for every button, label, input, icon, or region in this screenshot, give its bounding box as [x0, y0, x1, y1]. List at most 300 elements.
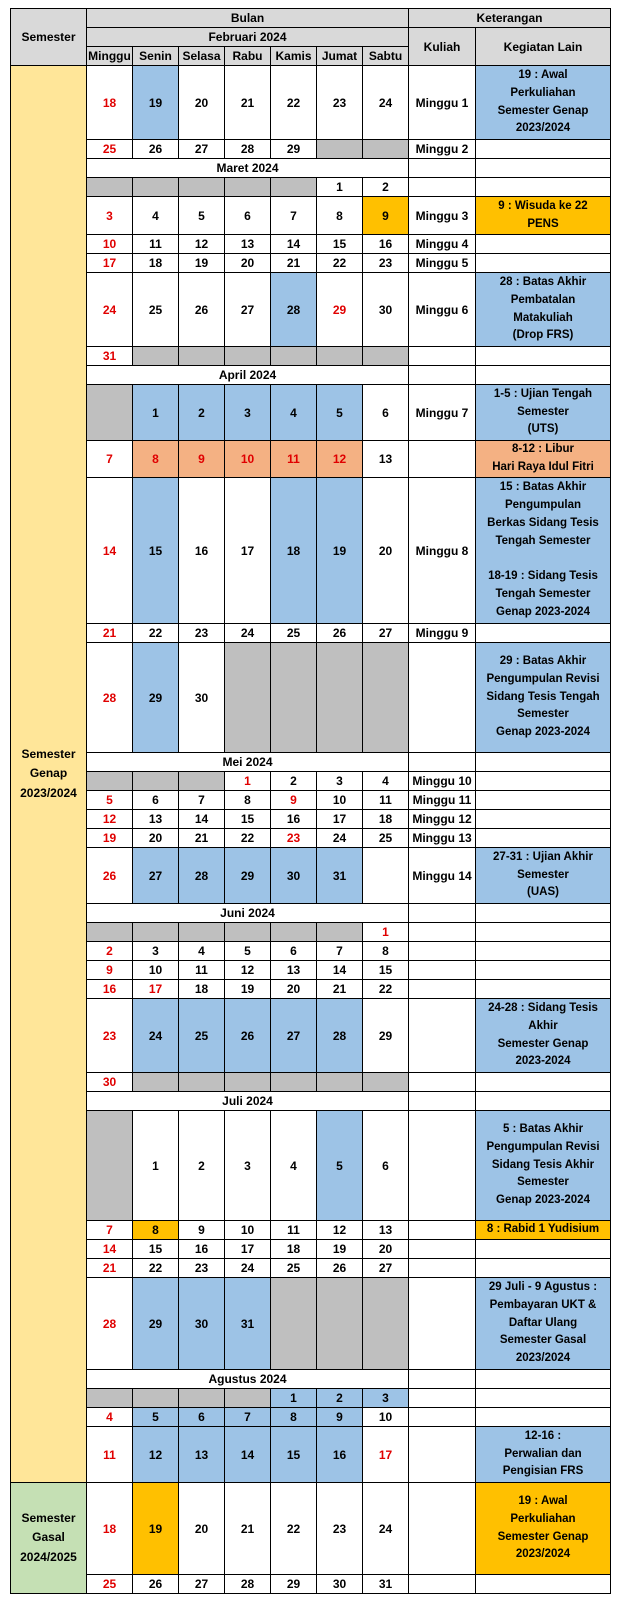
- date-cell: 29: [133, 643, 179, 753]
- header-bulan: Bulan: [87, 9, 409, 28]
- date-cell: 6: [363, 1111, 409, 1221]
- date-cell: 19: [133, 66, 179, 140]
- date-cell: 12: [317, 441, 363, 478]
- kegiatan-cell: 12-16 : Perwalian dan Pengisian FRS: [476, 1427, 611, 1483]
- kegiatan-cell: 19 : Awal Perkuliahan Semester Genap 2023/2024: [476, 1483, 611, 1575]
- date-cell: 2: [271, 772, 317, 791]
- date-cell: 4: [271, 1111, 317, 1221]
- date-cell: 12: [225, 961, 271, 980]
- date-cell: 30: [87, 1073, 133, 1092]
- day-header: Senin: [133, 47, 179, 66]
- kegiatan-cell: [476, 1092, 611, 1111]
- kuliah-cell: [409, 159, 476, 178]
- kegiatan-cell: [476, 159, 611, 178]
- empty-date-cell: [363, 347, 409, 366]
- date-cell: 27: [363, 1259, 409, 1278]
- empty-date-cell: [271, 643, 317, 753]
- date-cell: 13: [225, 235, 271, 254]
- date-cell: 18: [271, 1240, 317, 1259]
- kegiatan-cell: 27-31 : Ujian Akhir Semester (UAS): [476, 848, 611, 904]
- date-cell: 19: [317, 1240, 363, 1259]
- date-cell: 25: [271, 624, 317, 643]
- date-cell: 26: [317, 1259, 363, 1278]
- date-cell: 26: [317, 624, 363, 643]
- date-cell: 17: [87, 254, 133, 273]
- date-cell: 28: [179, 848, 225, 904]
- day-header: Jumat: [317, 47, 363, 66]
- date-cell: 7: [225, 1408, 271, 1427]
- month-row: [11, 753, 611, 772]
- week-row: [11, 1575, 611, 1594]
- date-cell: 5: [87, 791, 133, 810]
- kuliah-cell: [409, 923, 476, 942]
- kegiatan-cell: [476, 980, 611, 999]
- date-cell: 14: [271, 235, 317, 254]
- date-cell: 16: [271, 810, 317, 829]
- date-cell: 15: [363, 961, 409, 980]
- kuliah-cell: [409, 366, 476, 385]
- date-cell: 20: [363, 1240, 409, 1259]
- date-cell: 7: [271, 197, 317, 235]
- date-cell: 31: [87, 347, 133, 366]
- date-cell: 2: [87, 942, 133, 961]
- date-cell: 2: [363, 178, 409, 197]
- date-cell: 14: [225, 1427, 271, 1483]
- kuliah-cell: [409, 1259, 476, 1278]
- kuliah-cell: [409, 1111, 476, 1221]
- date-cell: 30: [179, 1278, 225, 1370]
- week-row: [11, 999, 611, 1073]
- date-cell: 11: [271, 1221, 317, 1240]
- empty-date-cell: [133, 923, 179, 942]
- date-cell: 26: [179, 273, 225, 347]
- date-cell: 5: [179, 197, 225, 235]
- date-cell: 23: [271, 829, 317, 848]
- kegiatan-cell: [476, 624, 611, 643]
- month-row: [11, 904, 611, 923]
- date-cell: 10: [225, 441, 271, 478]
- kegiatan-cell: [476, 923, 611, 942]
- kuliah-cell: Minggu 8: [409, 478, 476, 624]
- week-row: [11, 441, 611, 478]
- kuliah-cell: Minggu 6: [409, 273, 476, 347]
- date-cell: 13: [271, 961, 317, 980]
- kuliah-cell: Minggu 11: [409, 791, 476, 810]
- date-cell: 15: [317, 235, 363, 254]
- date-cell: 20: [225, 254, 271, 273]
- date-cell: 17: [225, 1240, 271, 1259]
- date-cell: 31: [363, 1575, 409, 1594]
- date-cell: 25: [271, 1259, 317, 1278]
- date-cell: 15: [133, 1240, 179, 1259]
- date-cell: 25: [87, 1575, 133, 1594]
- kegiatan-cell: 24-28 : Sidang Tesis Akhir Semester Genap 2023-2024: [476, 999, 611, 1073]
- week-row: [11, 1278, 611, 1370]
- date-cell: 27: [271, 999, 317, 1073]
- date-cell: 24: [133, 999, 179, 1073]
- empty-date-cell: [87, 772, 133, 791]
- week-row: [11, 273, 611, 347]
- kegiatan-cell: [476, 810, 611, 829]
- kuliah-cell: [409, 942, 476, 961]
- month-label: Mei 2024: [87, 753, 409, 772]
- date-cell: 8: [317, 197, 363, 235]
- date-cell: 4: [87, 1408, 133, 1427]
- empty-date-cell: [133, 1073, 179, 1092]
- date-cell: 14: [179, 810, 225, 829]
- date-cell: 19: [87, 829, 133, 848]
- date-cell: 10: [363, 1408, 409, 1427]
- date-cell: 14: [87, 478, 133, 624]
- date-cell: 1: [363, 923, 409, 942]
- semester-gasal-cell: Semester Gasal 2024/2025: [11, 1483, 87, 1594]
- date-cell: 4: [271, 385, 317, 441]
- date-cell: 1: [225, 772, 271, 791]
- empty-date-cell: [225, 1073, 271, 1092]
- kuliah-cell: Minggu 12: [409, 810, 476, 829]
- empty-date-cell: [317, 1073, 363, 1092]
- empty-date-cell: [179, 178, 225, 197]
- date-cell: 5: [225, 942, 271, 961]
- date-cell: 23: [87, 999, 133, 1073]
- date-cell: 12: [179, 235, 225, 254]
- month-label: Juli 2024: [87, 1092, 409, 1111]
- date-cell: 1: [133, 385, 179, 441]
- date-cell: 13: [363, 1221, 409, 1240]
- date-cell: 8: [133, 441, 179, 478]
- date-cell: 19: [133, 1483, 179, 1575]
- date-cell: 21: [87, 1259, 133, 1278]
- week-row: [11, 347, 611, 366]
- kegiatan-cell: 8-12 : Libur Hari Raya Idul Fitri: [476, 441, 611, 478]
- kuliah-cell: [409, 178, 476, 197]
- week-row: [11, 1240, 611, 1259]
- date-cell: 8: [271, 1408, 317, 1427]
- date-cell: 5: [133, 1408, 179, 1427]
- month-label: April 2024: [87, 366, 409, 385]
- empty-date-cell: [133, 347, 179, 366]
- kegiatan-cell: [476, 1259, 611, 1278]
- date-cell: 24: [225, 624, 271, 643]
- date-cell: 14: [317, 961, 363, 980]
- kuliah-cell: [409, 643, 476, 753]
- empty-date-cell: [87, 1389, 133, 1408]
- kuliah-cell: [409, 1092, 476, 1111]
- date-cell: 28: [271, 273, 317, 347]
- kegiatan-cell: [476, 1389, 611, 1408]
- empty-date-cell: [179, 347, 225, 366]
- week-row: [11, 980, 611, 999]
- kuliah-cell: Minggu 2: [409, 140, 476, 159]
- kuliah-cell: [409, 904, 476, 923]
- week-row: [11, 1389, 611, 1408]
- empty-date-cell: [271, 1073, 317, 1092]
- date-cell: 7: [317, 942, 363, 961]
- date-cell: 25: [363, 829, 409, 848]
- date-cell: 30: [363, 273, 409, 347]
- week-row: [11, 235, 611, 254]
- date-cell: 10: [225, 1221, 271, 1240]
- date-cell: 30: [179, 643, 225, 753]
- empty-date-cell: [225, 1389, 271, 1408]
- week-row: [11, 772, 611, 791]
- kegiatan-cell: 15 : Batas Akhir Pengumpulan Berkas Sidang Tesis Tengah Semester 18-19 : Sidang Tesis Tengah Semester Genap 2023-2024: [476, 478, 611, 624]
- empty-date-cell: [363, 140, 409, 159]
- month-row: [11, 366, 611, 385]
- date-cell: 17: [317, 810, 363, 829]
- date-cell: 26: [133, 1575, 179, 1594]
- week-row: [11, 848, 611, 904]
- week-row: [11, 961, 611, 980]
- date-cell: 28: [225, 140, 271, 159]
- empty-date-cell: [87, 1111, 133, 1221]
- date-cell: 27: [179, 1575, 225, 1594]
- week-row: [11, 66, 611, 140]
- week-row: [11, 1073, 611, 1092]
- kegiatan-cell: [476, 753, 611, 772]
- kuliah-cell: Minggu 13: [409, 829, 476, 848]
- empty-date-cell: [317, 140, 363, 159]
- date-cell: 3: [225, 1111, 271, 1221]
- empty-date-cell: [271, 347, 317, 366]
- date-cell: 15: [225, 810, 271, 829]
- empty-date-cell: [225, 923, 271, 942]
- kuliah-cell: [409, 1221, 476, 1240]
- date-cell: 29: [363, 999, 409, 1073]
- empty-date-cell: [317, 923, 363, 942]
- date-cell: 10: [133, 961, 179, 980]
- date-cell: 8: [363, 942, 409, 961]
- date-cell: 10: [87, 235, 133, 254]
- date-cell: 22: [363, 980, 409, 999]
- date-cell: 23: [317, 1483, 363, 1575]
- date-cell: 29: [133, 1278, 179, 1370]
- date-cell: 22: [271, 1483, 317, 1575]
- empty-date-cell: [179, 772, 225, 791]
- date-cell: 24: [363, 66, 409, 140]
- kuliah-cell: [409, 1240, 476, 1259]
- day-header: Sabtu: [363, 47, 409, 66]
- date-cell: 3: [225, 385, 271, 441]
- date-cell: 23: [179, 1259, 225, 1278]
- kegiatan-cell: [476, 961, 611, 980]
- date-cell: 31: [225, 1278, 271, 1370]
- date-cell: 1: [133, 1111, 179, 1221]
- week-row: [11, 1483, 611, 1575]
- day-header: Kamis: [271, 47, 317, 66]
- date-cell: 20: [179, 66, 225, 140]
- kuliah-cell: Minggu 4: [409, 235, 476, 254]
- kuliah-cell: [409, 1427, 476, 1483]
- kuliah-cell: Minggu 5: [409, 254, 476, 273]
- date-cell: 13: [363, 441, 409, 478]
- date-cell: 23: [317, 66, 363, 140]
- kegiatan-cell: 29 : Batas Akhir Pengumpulan Revisi Sidang Tesis Tengah Semester Genap 2023-2024: [476, 643, 611, 753]
- date-cell: 19: [179, 254, 225, 273]
- kuliah-cell: Minggu 1: [409, 66, 476, 140]
- kuliah-cell: [409, 1483, 476, 1575]
- date-cell: 5: [317, 1111, 363, 1221]
- date-cell: 6: [179, 1408, 225, 1427]
- date-cell: 14: [87, 1240, 133, 1259]
- date-cell: 21: [271, 254, 317, 273]
- kegiatan-cell: [476, 178, 611, 197]
- date-cell: 11: [133, 235, 179, 254]
- week-row: [11, 1408, 611, 1427]
- empty-date-cell: [133, 1389, 179, 1408]
- date-cell: 16: [317, 1427, 363, 1483]
- day-header: Rabu: [225, 47, 271, 66]
- date-cell: 22: [225, 829, 271, 848]
- week-row: [11, 1111, 611, 1221]
- kuliah-cell: Minggu 7: [409, 385, 476, 441]
- date-cell: 12: [133, 1427, 179, 1483]
- academic-calendar-table: [10, 8, 611, 1594]
- week-row: [11, 1259, 611, 1278]
- date-cell: 12: [87, 810, 133, 829]
- kegiatan-cell: [476, 904, 611, 923]
- kegiatan-cell: 8 : Rabid 1 Yudisium: [476, 1221, 611, 1240]
- header-kegiatan-lain: Kegiatan Lain: [476, 28, 611, 66]
- kegiatan-cell: [476, 829, 611, 848]
- date-cell: 26: [225, 999, 271, 1073]
- date-cell: 5: [317, 385, 363, 441]
- date-cell: 29: [317, 273, 363, 347]
- date-cell: 16: [87, 980, 133, 999]
- empty-date-cell: [317, 643, 363, 753]
- empty-date-cell: [225, 178, 271, 197]
- date-cell: 29: [271, 1575, 317, 1594]
- date-cell: 28: [87, 643, 133, 753]
- date-cell: 21: [225, 1483, 271, 1575]
- kegiatan-cell: 19 : Awal Perkuliahan Semester Genap 2023/2024: [476, 66, 611, 140]
- week-row: [11, 643, 611, 753]
- day-header: Minggu: [87, 47, 133, 66]
- date-cell: 4: [133, 197, 179, 235]
- kuliah-cell: Minggu 3: [409, 197, 476, 235]
- date-cell: 2: [179, 1111, 225, 1221]
- date-cell: 15: [133, 478, 179, 624]
- kuliah-cell: [409, 1370, 476, 1389]
- date-cell: 27: [363, 624, 409, 643]
- kuliah-cell: [409, 980, 476, 999]
- date-cell: 3: [133, 942, 179, 961]
- empty-date-cell: [225, 643, 271, 753]
- empty-date-cell: [317, 347, 363, 366]
- date-cell: 9: [87, 961, 133, 980]
- date-cell: 11: [363, 791, 409, 810]
- date-cell: 15: [271, 1427, 317, 1483]
- date-cell: 3: [87, 197, 133, 235]
- date-cell: 9: [179, 1221, 225, 1240]
- date-cell: 2: [317, 1389, 363, 1408]
- kuliah-cell: [409, 753, 476, 772]
- kuliah-cell: [409, 1278, 476, 1370]
- kuliah-cell: [409, 347, 476, 366]
- kegiatan-cell: [476, 347, 611, 366]
- date-cell: 20: [271, 980, 317, 999]
- header-semester: Semester: [11, 9, 87, 66]
- date-cell: 20: [363, 478, 409, 624]
- empty-date-cell: [133, 178, 179, 197]
- week-row: [11, 197, 611, 235]
- month-row: [11, 159, 611, 178]
- date-cell: 6: [271, 942, 317, 961]
- kegiatan-cell: [476, 1408, 611, 1427]
- header-kuliah: Kuliah: [409, 28, 476, 66]
- empty-date-cell: [225, 347, 271, 366]
- date-cell: 13: [179, 1427, 225, 1483]
- date-cell: 24: [225, 1259, 271, 1278]
- date-cell: 30: [271, 848, 317, 904]
- day-header: Selasa: [179, 47, 225, 66]
- kegiatan-cell: [476, 254, 611, 273]
- kuliah-cell: [409, 999, 476, 1073]
- kuliah-cell: Minggu 10: [409, 772, 476, 791]
- kegiatan-cell: [476, 942, 611, 961]
- date-cell: 25: [179, 999, 225, 1073]
- week-row: [11, 624, 611, 643]
- kuliah-cell: [409, 1073, 476, 1092]
- date-cell: 18: [87, 1483, 133, 1575]
- date-cell: 30: [317, 1575, 363, 1594]
- week-row: [11, 1221, 611, 1240]
- date-cell: 31: [317, 848, 363, 904]
- date-cell: 29: [225, 848, 271, 904]
- date-cell: 6: [363, 385, 409, 441]
- date-cell: 16: [179, 1240, 225, 1259]
- date-cell: 16: [363, 235, 409, 254]
- date-cell: 19: [225, 980, 271, 999]
- month-row: [11, 1092, 611, 1111]
- kegiatan-cell: [476, 1240, 611, 1259]
- date-cell: 3: [317, 772, 363, 791]
- date-cell: 22: [317, 254, 363, 273]
- kegiatan-cell: [476, 140, 611, 159]
- empty-date-cell: [271, 178, 317, 197]
- week-row: [11, 385, 611, 441]
- week-row: [11, 478, 611, 624]
- date-cell: 3: [363, 1389, 409, 1408]
- week-row: [11, 1427, 611, 1483]
- empty-date-cell: [271, 1278, 317, 1370]
- kegiatan-cell: [476, 1575, 611, 1594]
- kuliah-cell: Minggu 14: [409, 848, 476, 904]
- week-row: [11, 178, 611, 197]
- week-row: [11, 923, 611, 942]
- date-cell: 27: [225, 273, 271, 347]
- date-cell: 2: [179, 385, 225, 441]
- date-cell: 23: [179, 624, 225, 643]
- kegiatan-cell: [476, 235, 611, 254]
- kuliah-cell: [409, 1389, 476, 1408]
- date-cell: 20: [133, 829, 179, 848]
- month-label: Februari 2024: [87, 28, 409, 47]
- empty-date-cell: [317, 1278, 363, 1370]
- week-row: [11, 829, 611, 848]
- date-cell: 7: [87, 441, 133, 478]
- date-cell: 12: [317, 1221, 363, 1240]
- kegiatan-cell: 29 Juli - 9 Agustus : Pembayaran UKT & Daftar Ulang Semester Gasal 2023/2024: [476, 1278, 611, 1370]
- kegiatan-cell: [476, 1073, 611, 1092]
- date-cell: 11: [87, 1427, 133, 1483]
- date-cell: 25: [87, 140, 133, 159]
- date-cell: 4: [363, 772, 409, 791]
- week-row: [11, 791, 611, 810]
- date-cell: 23: [363, 254, 409, 273]
- kegiatan-cell: 9 : Wisuda ke 22 PENS: [476, 197, 611, 235]
- date-cell: 17: [225, 478, 271, 624]
